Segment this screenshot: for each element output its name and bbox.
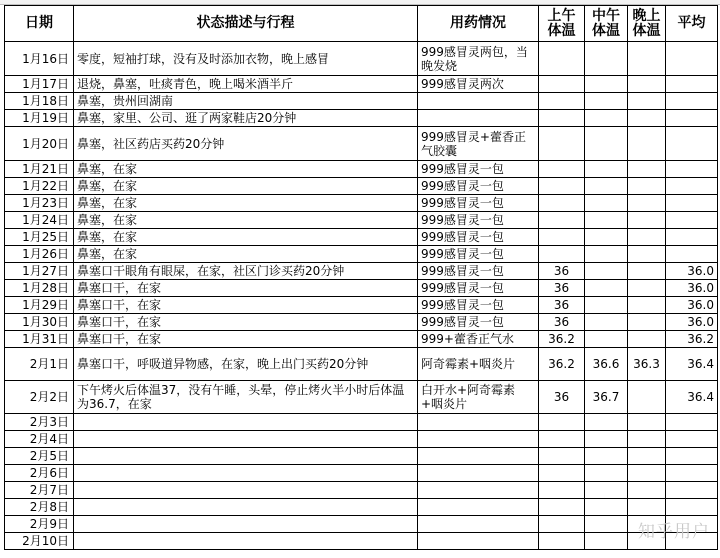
row-status — [74, 431, 418, 448]
row-evening-temp — [628, 246, 666, 263]
row-average — [666, 178, 718, 195]
row-medicine — [418, 499, 539, 516]
row-medicine — [418, 533, 539, 550]
row-evening-temp — [628, 280, 666, 297]
row-date: 2月5日 — [5, 448, 74, 465]
row-noon-temp — [585, 76, 628, 93]
table-row — [5, 431, 718, 448]
row-evening-temp — [628, 93, 666, 110]
row-average — [666, 76, 718, 93]
row-evening-temp — [628, 110, 666, 127]
row-medicine: 999感冒灵一包 — [418, 161, 539, 178]
header-medicine: 用药情况 — [418, 6, 539, 42]
row-morning-temp — [539, 516, 585, 533]
row-average — [666, 93, 718, 110]
row-status: 下午烤火后体温37，没有午睡，头晕，停止烤火半小时后体温为36.7，在家 — [74, 381, 418, 414]
row-medicine: 阿奇霉素+咽炎片 — [418, 348, 539, 381]
row-morning-temp — [539, 246, 585, 263]
table-row — [5, 331, 718, 348]
row-noon-temp — [585, 161, 628, 178]
row-medicine: 999感冒灵一包 — [418, 246, 539, 263]
row-morning-temp — [539, 533, 585, 550]
row-morning-temp — [539, 195, 585, 212]
header-evening-temp: 晚上 体温 — [628, 6, 666, 42]
row-average: 36.0 — [666, 280, 718, 297]
row-date: 2月8日 — [5, 499, 74, 516]
row-medicine: 999感冒灵一包 — [418, 297, 539, 314]
row-medicine — [418, 414, 539, 431]
row-average — [666, 229, 718, 246]
table-body — [5, 42, 718, 550]
row-status: 鼻塞口干眼角有眼屎，在家，社区门诊买药20分钟 — [74, 263, 418, 280]
row-average — [666, 448, 718, 465]
row-evening-temp — [628, 229, 666, 246]
row-date: 1月29日 — [5, 297, 74, 314]
row-medicine — [418, 110, 539, 127]
row-morning-temp — [539, 414, 585, 431]
row-medicine: 999感冒灵一包 — [418, 314, 539, 331]
row-status — [74, 499, 418, 516]
header-morning-temp: 上午 体温 — [539, 6, 585, 42]
row-evening-temp — [628, 178, 666, 195]
row-evening-temp — [628, 448, 666, 465]
row-noon-temp — [585, 229, 628, 246]
row-medicine — [418, 448, 539, 465]
row-date: 2月7日 — [5, 482, 74, 499]
row-evening-temp — [628, 431, 666, 448]
row-average — [666, 465, 718, 482]
row-status: 鼻塞，在家 — [74, 246, 418, 263]
row-average — [666, 161, 718, 178]
row-status — [74, 465, 418, 482]
row-morning-temp — [539, 465, 585, 482]
row-medicine: 999感冒灵一包 — [418, 263, 539, 280]
row-status — [74, 448, 418, 465]
row-evening-temp — [628, 297, 666, 314]
row-morning-temp — [539, 212, 585, 229]
row-average — [666, 110, 718, 127]
row-morning-temp — [539, 76, 585, 93]
row-status: 鼻塞口干，在家 — [74, 297, 418, 314]
row-evening-temp — [628, 127, 666, 161]
row-morning-temp — [539, 161, 585, 178]
row-date: 2月10日 — [5, 533, 74, 550]
row-status — [74, 516, 418, 533]
table-row — [5, 414, 718, 431]
table-row — [5, 76, 718, 93]
row-morning-temp: 36 — [539, 263, 585, 280]
row-morning-temp — [539, 482, 585, 499]
row-morning-temp — [539, 431, 585, 448]
table-row — [5, 110, 718, 127]
row-average — [666, 482, 718, 499]
row-status: 鼻塞口干，呼吸道异物感，在家，晚上出门买药20分钟 — [74, 348, 418, 381]
table-row — [5, 297, 718, 314]
row-noon-temp — [585, 499, 628, 516]
watermark: 知乎用户 — [638, 522, 710, 542]
row-evening-temp — [628, 212, 666, 229]
row-evening-temp — [628, 161, 666, 178]
row-medicine: 999感冒灵+藿香正气胶囊 — [418, 127, 539, 161]
row-average: 36.0 — [666, 297, 718, 314]
table-row — [5, 381, 718, 414]
row-noon-temp — [585, 263, 628, 280]
row-medicine: 999+藿香正气水 — [418, 331, 539, 348]
row-date: 2月3日 — [5, 414, 74, 431]
row-morning-temp — [539, 499, 585, 516]
row-noon-temp — [585, 110, 628, 127]
row-date: 1月27日 — [5, 263, 74, 280]
row-morning-temp: 36.2 — [539, 331, 585, 348]
row-morning-temp — [539, 127, 585, 161]
row-morning-temp — [539, 229, 585, 246]
row-average: 36.2 — [666, 331, 718, 348]
row-date: 2月2日 — [5, 381, 74, 414]
row-noon-temp — [585, 516, 628, 533]
row-noon-temp — [585, 246, 628, 263]
row-status: 鼻塞，在家 — [74, 178, 418, 195]
row-evening-temp — [628, 414, 666, 431]
table-row — [5, 229, 718, 246]
row-status: 鼻塞，在家 — [74, 229, 418, 246]
header-noon-temp: 中午 体温 — [585, 6, 628, 42]
row-noon-temp — [585, 431, 628, 448]
row-medicine: 999感冒灵一包 — [418, 212, 539, 229]
row-date: 1月24日 — [5, 212, 74, 229]
row-noon-temp — [585, 448, 628, 465]
table-row — [5, 161, 718, 178]
row-date: 1月25日 — [5, 229, 74, 246]
table-row — [5, 482, 718, 499]
row-status: 退烧，鼻塞，吐痰青色，晚上喝米酒半斤 — [74, 76, 418, 93]
row-morning-temp: 36 — [539, 280, 585, 297]
table-row — [5, 195, 718, 212]
table-row — [5, 448, 718, 465]
row-date: 2月4日 — [5, 431, 74, 448]
row-morning-temp — [539, 448, 585, 465]
row-average — [666, 42, 718, 76]
row-medicine: 999感冒灵一包 — [418, 280, 539, 297]
row-noon-temp — [585, 482, 628, 499]
row-morning-temp: 36.2 — [539, 348, 585, 381]
table-row — [5, 212, 718, 229]
row-noon-temp — [585, 93, 628, 110]
row-date: 1月31日 — [5, 331, 74, 348]
row-status — [74, 414, 418, 431]
row-date: 2月9日 — [5, 516, 74, 533]
header-date: 日期 — [5, 6, 74, 42]
temperature-log-table — [4, 5, 718, 550]
row-medicine — [418, 482, 539, 499]
table-row — [5, 42, 718, 76]
row-evening-temp — [628, 76, 666, 93]
row-noon-temp — [585, 127, 628, 161]
row-status: 零度，短袖打球，没有及时添加衣物，晚上感冒 — [74, 42, 418, 76]
row-date: 1月21日 — [5, 161, 74, 178]
row-medicine: 999感冒灵一包 — [418, 178, 539, 195]
row-medicine: 白开水+阿奇霉素+咽炎片 — [418, 381, 539, 414]
table-row — [5, 465, 718, 482]
row-medicine: 999感冒灵两包，当晚发烧 — [418, 42, 539, 76]
table-row — [5, 93, 718, 110]
table-row — [5, 314, 718, 331]
row-noon-temp — [585, 178, 628, 195]
row-noon-temp — [585, 297, 628, 314]
row-evening-temp — [628, 499, 666, 516]
table-row — [5, 127, 718, 161]
header-status: 状态描述与行程 — [74, 6, 418, 42]
row-evening-temp — [628, 314, 666, 331]
row-status: 鼻塞，在家 — [74, 195, 418, 212]
row-noon-temp: 36.6 — [585, 348, 628, 381]
row-date: 1月17日 — [5, 76, 74, 93]
row-medicine — [418, 465, 539, 482]
row-medicine — [418, 516, 539, 533]
row-average — [666, 212, 718, 229]
row-noon-temp — [585, 331, 628, 348]
row-date: 1月30日 — [5, 314, 74, 331]
row-morning-temp: 36 — [539, 381, 585, 414]
row-medicine — [418, 431, 539, 448]
row-noon-temp — [585, 212, 628, 229]
row-evening-temp — [628, 482, 666, 499]
row-average: 36.4 — [666, 381, 718, 414]
table-row — [5, 516, 718, 533]
row-date: 1月19日 — [5, 110, 74, 127]
row-status: 鼻塞口干，在家 — [74, 331, 418, 348]
row-average — [666, 414, 718, 431]
row-average: 36.0 — [666, 263, 718, 280]
row-date: 1月16日 — [5, 42, 74, 76]
row-status: 鼻塞口干，在家 — [74, 280, 418, 297]
row-medicine: 999感冒灵两次 — [418, 76, 539, 93]
row-average — [666, 127, 718, 161]
row-status: 鼻塞，社区药店买药20分钟 — [74, 127, 418, 161]
row-average — [666, 499, 718, 516]
row-noon-temp — [585, 533, 628, 550]
row-medicine — [418, 93, 539, 110]
header-average: 平均 — [666, 6, 718, 42]
row-medicine: 999感冒灵一包 — [418, 229, 539, 246]
row-morning-temp — [539, 93, 585, 110]
row-noon-temp: 36.7 — [585, 381, 628, 414]
row-date: 1月23日 — [5, 195, 74, 212]
row-average: 36.4 — [666, 348, 718, 381]
row-morning-temp — [539, 110, 585, 127]
row-date: 1月18日 — [5, 93, 74, 110]
row-medicine: 999感冒灵一包 — [418, 195, 539, 212]
header-row — [5, 6, 718, 42]
table-row — [5, 178, 718, 195]
row-status — [74, 533, 418, 550]
row-status: 鼻塞，在家 — [74, 212, 418, 229]
table-row — [5, 533, 718, 550]
row-evening-temp — [628, 42, 666, 76]
row-morning-temp: 36 — [539, 297, 585, 314]
table-row — [5, 280, 718, 297]
row-status: 鼻塞口干，在家 — [74, 314, 418, 331]
row-date: 1月26日 — [5, 246, 74, 263]
row-evening-temp — [628, 195, 666, 212]
row-date: 1月28日 — [5, 280, 74, 297]
row-average — [666, 195, 718, 212]
row-date: 2月1日 — [5, 348, 74, 381]
row-evening-temp — [628, 331, 666, 348]
row-evening-temp — [628, 465, 666, 482]
table-row — [5, 246, 718, 263]
row-noon-temp — [585, 314, 628, 331]
row-date: 2月6日 — [5, 465, 74, 482]
row-noon-temp — [585, 42, 628, 76]
row-evening-temp: 36.3 — [628, 348, 666, 381]
row-morning-temp — [539, 178, 585, 195]
table-row — [5, 348, 718, 381]
row-status: 鼻塞，贵州回湖南 — [74, 93, 418, 110]
row-status: 鼻塞，在家 — [74, 161, 418, 178]
row-noon-temp — [585, 465, 628, 482]
table-row — [5, 499, 718, 516]
row-evening-temp — [628, 381, 666, 414]
row-status — [74, 482, 418, 499]
row-status: 鼻塞，家里、公司、逛了两家鞋店20分钟 — [74, 110, 418, 127]
row-morning-temp: 36 — [539, 314, 585, 331]
row-noon-temp — [585, 280, 628, 297]
table-row — [5, 263, 718, 280]
row-average — [666, 246, 718, 263]
row-average — [666, 431, 718, 448]
row-morning-temp — [539, 42, 585, 76]
row-date: 1月20日 — [5, 127, 74, 161]
row-evening-temp — [628, 263, 666, 280]
row-average: 36.0 — [666, 314, 718, 331]
row-noon-temp — [585, 195, 628, 212]
row-date: 1月22日 — [5, 178, 74, 195]
row-noon-temp — [585, 414, 628, 431]
